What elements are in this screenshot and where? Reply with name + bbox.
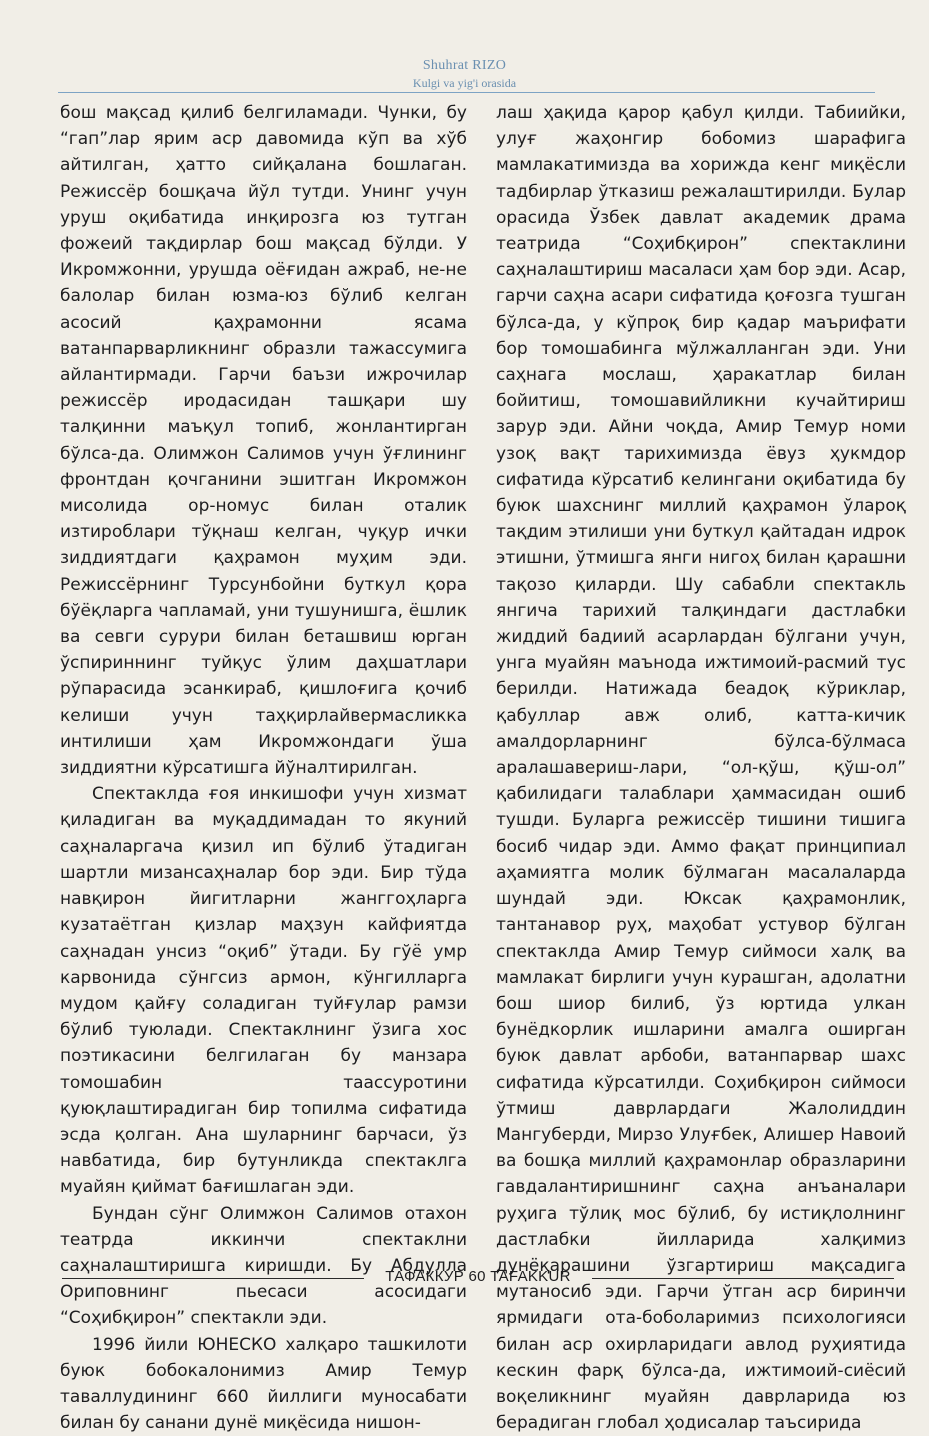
page-folio: ТАФАККУР 60 TAFAKKUR bbox=[385, 1268, 571, 1285]
paragraph: Спектаклда ғоя инкишофи учун хизмат қиладиган ва муқаддимадан то якуний саҳналаргача қизил ип бўлиб ўтадиган шартли мизансаҳналар бор эди. Бир тўда навқирон йигитларни жанггоҳларга кузатаётган қизлар маҳзун кайфиятда саҳнадан унсиз “оқиб” ўтади. Бу гўё умр карвонида сўнгсиз армон, кўнгилларга мудом қайғу соладиган туйғулар рамзи бўлиб туюлади. Спектаклнинг ўзига хос поэтикасини белгилаган бу манзара томошабин таассуротини қуюқлаштирадиган бир топилма сифатида эсда қолган. Ана шуларнинг барчаси, ўз навбатида, бир бутунликда спектаклга муайян қиймат бағишлаган эди. bbox=[60, 784, 467, 1198]
footer-rule-right bbox=[592, 1278, 894, 1279]
header-rule bbox=[58, 92, 875, 93]
paragraph: Бундан сўнг Олимжон Салимов отахон театрда иккинчи спектаклни саҳналаштиришга киришди. Бу Абдулла Ориповнинг пьесаси асосидаги “Соҳибқирон” спектакли эди. bbox=[60, 1203, 467, 1329]
paragraph: 1996 йили ЮНЕСКО халқаро ташкилоти буюк бобокалонимиз Амир Темур таваллудининг 660 йиллиги муносабати билан бу санани дунё миқёсида нишон- bbox=[60, 1334, 467, 1434]
left-column bbox=[60, 100, 467, 1436]
paragraph: бош мақсад қилиб белгиламади. Чунки, бу “гап”лар ярим аср давомида кўп ва хўб айтилган, ҳатто сийқалана бошлаган. Режиссёр бошқача йўл тутди. Унинг учун уруш оқибатида инқирозга юз тутган фожеий тақдирлар бош мақсад бўлди. У Икромжонни, урушда оёғидан ажраб, не-не балолар билан юзма-юз бўлиб келган асосий қаҳрамонни ясама ватанпарварликнинг образли тажассумига айлантирмади. Гарчи баъзи ижрочилар режиссёр иродасидан ташқари шу талқинни маъқул топиб, жонлантирган бўлса-да. Олимжон Салимов учун ўғлининг фронтдан қочганини эшитган Икромжон мисолида ор-номус билан оталик изтироблари тўқнаш келган, чуқур ички зиддиятдаги қаҳрамон муҳим эди. Режиссёрнинг Турсунбойни буткул қора бўёқларга чапламай, уни тушунишга, ёшлик ва севги сурури билан беташвиш юрган ўспириннинг туйқус ўлим даҳшатлари рўпарасида эсанкираб, қишлоғига қочиб келиши учун таҳқирлайвермасликка интилиши ҳам Икромжондаги ўша зиддиятни кўрсатишга йўналтирилган. bbox=[60, 103, 467, 779]
page-footer bbox=[0, 1268, 929, 1288]
footer-rule-left bbox=[62, 1278, 364, 1279]
right-column bbox=[496, 100, 906, 1436]
paragraph: лаш ҳақида қарор қабул қилди. Табиийки, улуғ жаҳонгир бобомиз шарафига мамлакатимизда ва хорижда кенг миқёсли тадбирлар ўтказиш режалаштирилди. Булар орасида Ўзбек давлат академик драма театрида “Соҳибқирон” спектаклини саҳналаштириш масаласи ҳам бор эди. Асар, гарчи саҳна асари сифатида қоғозга тушган бўлса-да, у кўпроқ бир қадар маърифати бор томошабинга мўлжалланган эди. Уни саҳнага мослаш, ҳаракатлар билан бойитиш, томошавийликни кучайтириш зарур эди. Айни чоқда, Амир Темур номи узоқ вақт тарихимизда ёвуз ҳукмдор сифатида кўрсатиб келингани оқибатида бу буюк шахснинг миллий қаҳрамон ўлароқ тақдим этилиши уни буткул қайтадан идрок этишни, ўтмишга янги нигоҳ билан қарашни тақозо қиларди. Шу сабабли спектакль янгича тарихий талқиндаги дастлабки жиддий бадиий асарлардан бўлгани учун, унга муайян маънода ижтимоий-расмий тус берилди. Натижада беадоқ кўриклар, қабуллар авж олиб, катта-кичик амалдорларнинг бўлса-бўлмаса аралашавериш-лари, “ол-қўш, қўш-ол” қабилидаги талаблари ҳаммасидан ошиб тушди. Буларга режиссёр тишини тишига босиб чидар эди. Аммо фақат принципиал аҳамиятга молик бўлмаган масалаларда шундай эди. Юксак қаҳрамонлик, тантанавор руҳ, маҳобат устувор бўлган спектаклда Амир Темур сиймоси халқ ва мамлакат бирлиги учун курашган, адолатни бош шиор билиб, ўз юртида улкан бунёдкорлик ишларини амалга оширган буюк давлат арбоби, ватанпарвар шахс сифатида кўрсатилди. Соҳибқирон сиймоси ўтмиш даврлардаги Жалолиддин Мангуберди, Мирзо Улуғбек, Алишер Навоий ва бошқа миллий қаҳрамонлар образларини гавдалантиришнинг саҳна анъаналари руҳига тўлиқ мос бўлиб, бу истиқлолнинг дастлабки йилларида халқимиз дунёқарашини ўзгартириш мақсадига мутаносиб эди. Гарчи ўтган аср биринчи ярмидаги ота-боболаримиз психологияси билан аср охирларидаги авлод руҳиятида кескин фарқ бўлса-да, ижтимоий-сиёсий воқеликнинг муайян даврларида юз берадиган глобал ҳодисалар таъсирида bbox=[496, 103, 906, 1434]
header-title: Kulgi va yig'i orasida bbox=[412, 75, 517, 90]
running-header bbox=[0, 58, 929, 90]
header-author: Shuhrat RIZO bbox=[422, 58, 507, 73]
